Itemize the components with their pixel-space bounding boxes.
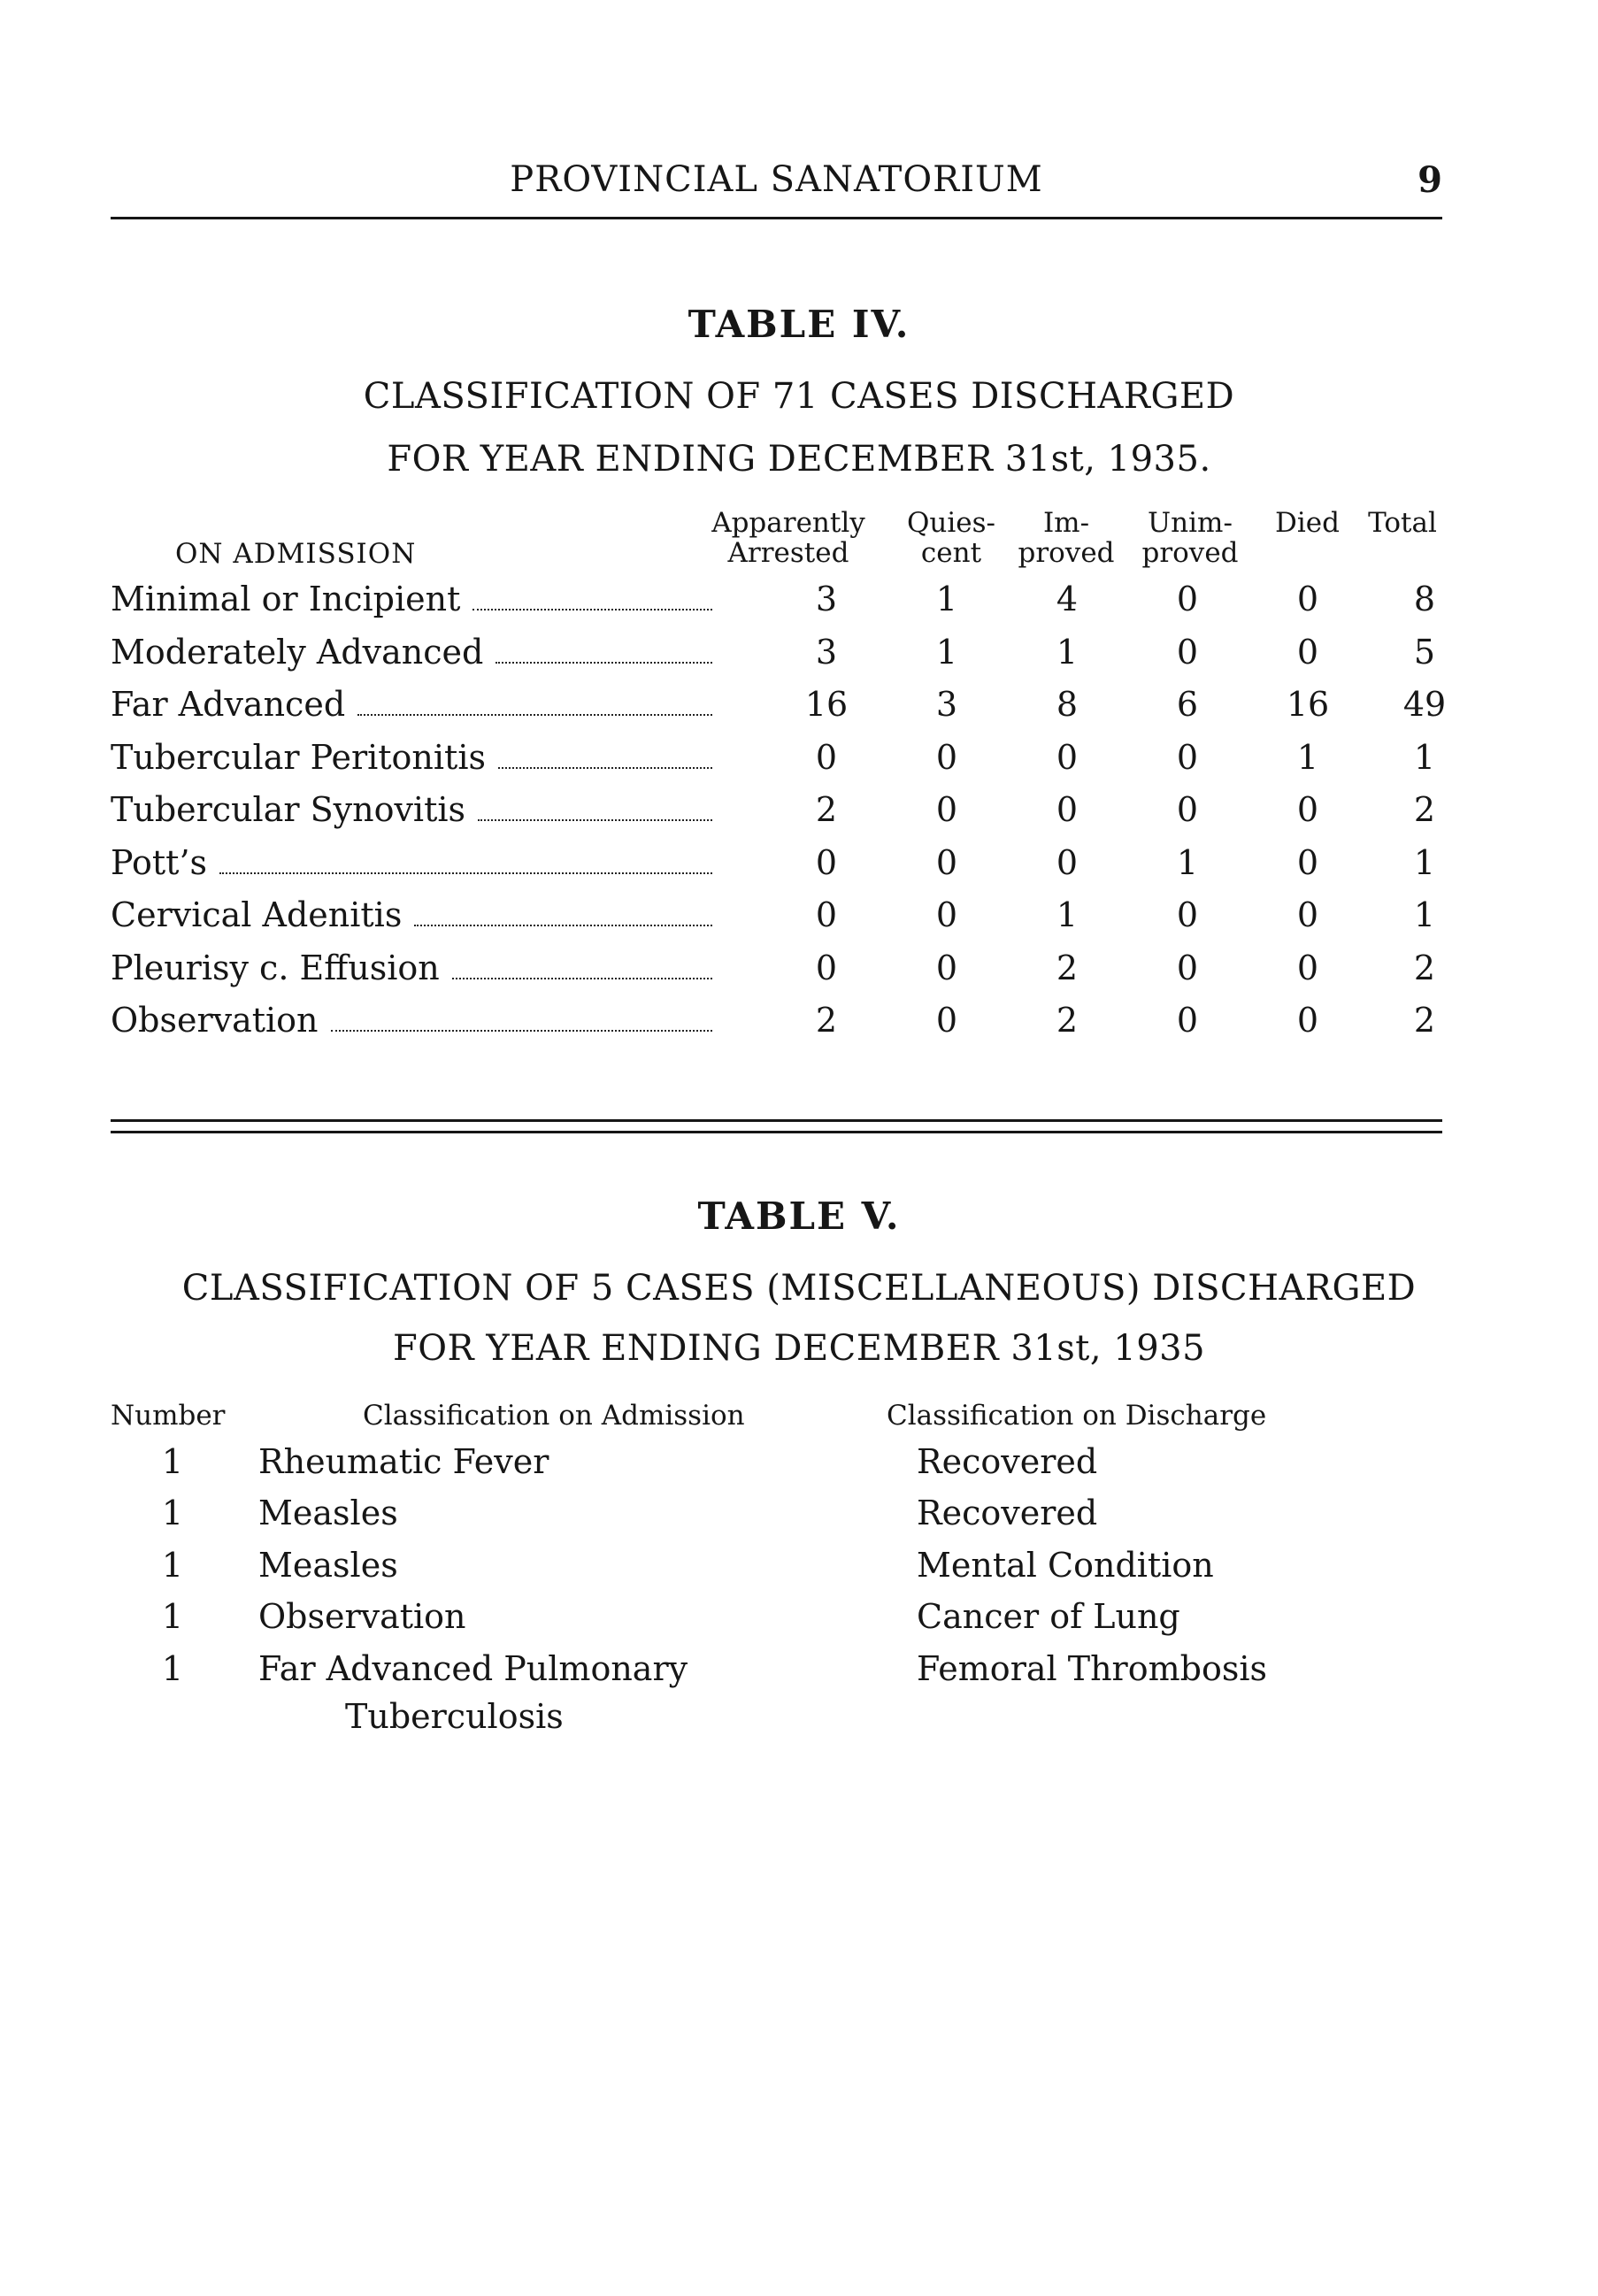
dot-leader [452,977,712,979]
cell-improved: 1 [1056,633,1079,672]
row-label-text: Tubercular Synovitis [111,790,466,829]
cell-quiescent: 0 [935,895,958,934]
cell-total: 1 [1413,895,1436,934]
cell-admission: Far Advanced Pulmonary [258,1649,688,1688]
table-iv-col-header [695,508,881,568]
cell-improved: 2 [1056,1001,1079,1040]
table-iv-col-header [1261,508,1354,538]
cell-died: 16 [1286,685,1330,724]
cell-total: 1 [1413,738,1436,777]
row-label-text: Pott’s [111,843,208,882]
cell-number: 1 [161,1546,184,1585]
cell-apparently-arrested: 0 [815,843,838,882]
cell-discharge: Femoral Thrombosis [917,1649,1267,1688]
col-header-line2: proved [1018,537,1115,569]
cell-unimproved: 0 [1176,895,1199,934]
table-v-header-number: Number [111,1400,226,1432]
col-header-line1: Apparently [711,507,865,539]
cell-died: 0 [1296,895,1319,934]
cell-number: 1 [161,1442,184,1481]
row-label [111,948,712,987]
col-header-line2: Died [1275,507,1340,539]
cell-apparently-arrested: 0 [815,948,838,987]
col-header-line1: Im- [1042,507,1090,539]
cell-discharge: Recovered [917,1442,1098,1481]
table-v-header-discharge: Classification on Discharge [887,1400,1267,1432]
col-header-line2: Arrested [727,537,849,569]
col-header-line2: proved [1141,537,1239,569]
cell-total: 8 [1413,580,1436,618]
cell-total: 2 [1413,790,1436,829]
cell-unimproved: 0 [1176,790,1199,829]
cell-number: 1 [161,1649,184,1688]
cell-improved: 0 [1056,738,1079,777]
row-label [111,895,712,934]
cell-improved: 2 [1056,948,1079,987]
cell-apparently-arrested: 3 [815,580,838,618]
dot-leader [219,872,712,874]
col-header-line2: Total [1368,507,1437,539]
cell-total: 49 [1402,685,1447,724]
row-label [111,843,712,882]
cell-unimproved: 0 [1176,948,1199,987]
cell-admission: Measles [258,1546,398,1585]
cell-total: 2 [1413,1001,1436,1040]
cell-improved: 4 [1056,580,1079,618]
row-label [111,580,712,618]
cell-admission-continuation: Tuberculosis [345,1697,564,1736]
cell-total: 2 [1413,948,1436,987]
dot-leader [478,818,712,821]
table-row [111,790,1442,843]
cell-admission: Observation [258,1597,466,1636]
row-label-text: Pleurisy c. Effusion [111,948,440,987]
table-row [111,1001,1442,1054]
cell-apparently-arrested: 2 [815,1001,838,1040]
table-iv-col-header [894,508,1009,568]
cell-quiescent: 3 [935,685,958,724]
table-v-label: TABLE V. [697,1194,901,1238]
cell-quiescent: 1 [935,580,958,618]
row-label [111,1001,712,1040]
running-header [111,159,1442,212]
table-iv-label: TABLE IV. [688,303,910,346]
table-iv-col-header [1354,508,1451,538]
cell-died: 0 [1296,633,1319,672]
row-label [111,738,712,777]
cell-improved: 1 [1056,895,1079,934]
cell-unimproved: 0 [1176,738,1199,777]
table-v-caption-line1: CLASSIFICATION OF 5 CASES (MISCELLANEOUS) DISCHARGED [181,1268,1417,1309]
cell-apparently-arrested: 0 [815,895,838,934]
cell-improved: 0 [1056,790,1079,829]
cell-discharge: Cancer of Lung [917,1597,1180,1636]
row-label-text: Far Advanced [111,685,346,724]
cell-unimproved: 1 [1176,843,1199,882]
dot-leader [331,1029,712,1032]
cell-unimproved: 0 [1176,1001,1199,1040]
row-label [111,790,712,829]
cell-apparently-arrested: 3 [815,633,838,672]
cell-died: 0 [1296,948,1319,987]
row-label-text: Moderately Advanced [111,633,484,672]
running-title: PROVINCIAL SANATORIUM [510,159,1043,200]
cell-apparently-arrested: 2 [815,790,838,829]
row-label [111,633,712,672]
cell-unimproved: 0 [1176,633,1199,672]
cell-total: 1 [1413,843,1436,882]
section-divider [111,1119,1442,1133]
table-iv-col-header [1133,508,1248,568]
table-row [111,948,1442,1002]
table-row [111,895,1442,948]
cell-quiescent: 1 [935,633,958,672]
table-row [111,633,1442,686]
dot-leader [472,608,712,610]
row-label [111,685,712,724]
cell-died: 1 [1296,738,1319,777]
row-label-text: Minimal or Incipient [111,580,461,618]
cell-quiescent: 0 [935,738,958,777]
cell-died: 0 [1296,790,1319,829]
table-iv-caption-line2: FOR YEAR ENDING DECEMBER 31st, 1935. [387,439,1211,480]
header-rule [111,217,1442,219]
table-row [111,580,1442,633]
dot-leader [357,713,712,716]
table-iv-caption-line1: CLASSIFICATION OF 71 CASES DISCHARGED [363,376,1235,417]
cell-died: 0 [1296,1001,1319,1040]
cell-apparently-arrested: 0 [815,738,838,777]
cell-quiescent: 0 [935,843,958,882]
cell-apparently-arrested: 16 [804,685,849,724]
table-row [111,685,1447,738]
cell-quiescent: 0 [935,1001,958,1040]
table-v-header-admission: Classification on Admission [363,1400,745,1432]
table-v-caption-line2: FOR YEAR ENDING DECEMBER 31st, 1935 [392,1328,1206,1369]
cell-unimproved: 0 [1176,580,1199,618]
cell-number: 1 [161,1494,184,1532]
cell-improved: 8 [1056,685,1079,724]
cell-quiescent: 0 [935,948,958,987]
cell-quiescent: 0 [935,790,958,829]
cell-total: 5 [1413,633,1436,672]
dot-leader [414,924,712,926]
cell-discharge: Recovered [917,1494,1098,1532]
cell-discharge: Mental Condition [917,1546,1214,1585]
table-iv-row-header: ON ADMISSION [175,538,417,570]
cell-died: 0 [1296,580,1319,618]
table-row [111,738,1442,791]
dot-leader [496,661,712,664]
table-iv-col-header [1009,508,1124,568]
cell-number: 1 [161,1597,184,1636]
cell-died: 0 [1296,843,1319,882]
cell-admission: Rheumatic Fever [258,1442,549,1481]
cell-unimproved: 6 [1176,685,1199,724]
row-label-text: Tubercular Peritonitis [111,738,486,777]
page-number: 9 [1417,159,1442,201]
table-row [111,843,1442,896]
col-header-line1: Quies- [906,507,996,539]
dot-leader [498,766,712,769]
col-header-line1: Unim- [1148,507,1233,539]
cell-admission: Measles [258,1494,398,1532]
row-label-text: Observation [111,1001,319,1040]
cell-improved: 0 [1056,843,1079,882]
row-label-text: Cervical Adenitis [111,895,403,934]
col-header-line2: cent [920,537,982,569]
